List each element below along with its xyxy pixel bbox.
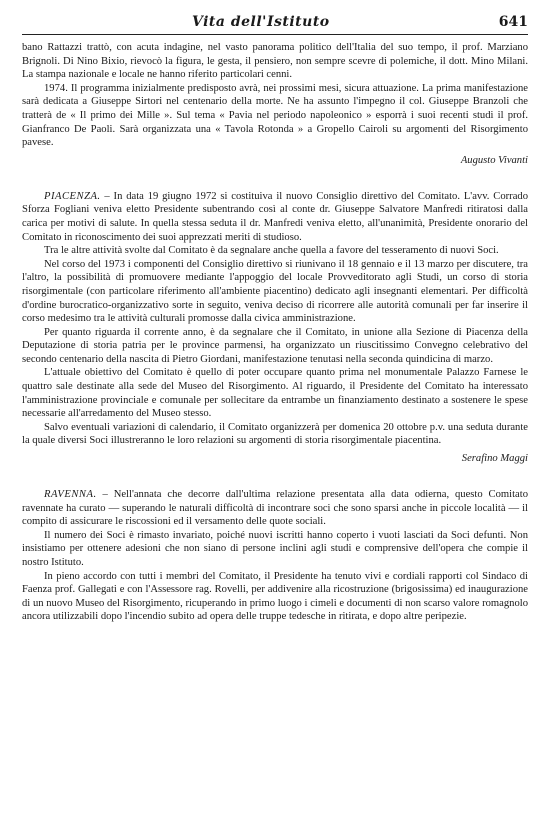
paragraph: 1974. Il programma inizialmente predisposto avrà, nei prossimi mesi, sicura attuazione. La prima manifestazione sarà dedicata a Giuseppe Sirtori nel centenario della morte. Ne ha assunto l'impegno il col. Giuseppe Branzoli che tratterà de « Il primo dei Mille ». Sul tema « Pavia nel periodo napoleonico » esporrà i suoi recenti studi il prof. Gianfranco De Paoli. Sarà organizzata una « Tavola Rotonda » a Gropello Cairoli su argomenti del Risorgimento pavese. <box>22 82 528 149</box>
section-piacenza <box>22 190 528 466</box>
paragraph <box>22 190 528 244</box>
header-title: Vita dell'Istituto <box>192 14 330 30</box>
signature: Augusto Vivanti <box>460 154 528 166</box>
signature: Serafino Maggi <box>461 453 528 465</box>
paragraph: L'attuale obiettivo del Comitato è quello di poter occupare quanto prima nel monumentale Palazzo Farnese le quattro sale destinate alla sede del Museo del Risorgimento. Al riguardo, il Presidente del Comitato ha interessato l'amministrazione provinciale e comunale per sollecitare da entrambe un finanziamento destinato a sostenere le spese necessarie all'arredamento del Museo stesso. <box>22 367 528 420</box>
running-header <box>22 14 528 35</box>
city-heading: RAVENNA. <box>44 489 97 501</box>
paragraph <box>22 488 528 529</box>
section-pavia-continued <box>22 41 528 168</box>
paragraph: bano Rattazzi trattò, con acuta indagine, nel vasto panorama politico dell'Italia del suo tempo, il prof. Marziano Brignoli. Di Nino Bixio, rievocò la figura, le gesta, il pensiero, non sempre scevre di polemiche, il dott. Mino Milani. La stampa nazionale e locale ne hanno riferito particolari cenni. <box>22 42 528 81</box>
section-ravenna <box>22 488 528 624</box>
city-heading: PIACENZA. <box>44 190 101 202</box>
paragraph-text: – In data 19 giugno 1972 si costituiva il nuovo Consiglio direttivo del Comitato. L'avv. Corrado Sforza Fogliani veniva eletto Presidente subentrando così al conte dr. Giuseppe Salvatore Manfredi ritiratosi dalla carica per motivi di salute. In quella stessa seduta il dr. Manfredi veniva eletto, all'unanimità, Presidente onorario del Comitato in riconoscimento dei suoi apprezzati meriti di studioso. <box>22 190 528 243</box>
paragraph: In pieno accordo con tutti i membri del Comitato, il Presidente ha tenuto vivi e cordiali rapporti col Sindaco di Faenza prof. Gallegati e con l'Assessore rag. Rovelli, per addivenire alla ricostruzione (brigosissima) ed inaugurazione di un nuovo Museo del Risorgimento, ricuperando in primo luogo i cimeli e documenti di non scarso valore romagnolo ancora utilizzabili dopo l'incendio subito ad opera delle truppe tedesche in ritirata, e dopo altre peripezie. <box>22 570 528 623</box>
paragraph: Per quanto riguarda il corrente anno, è da segnalare che il Comitato, in unione alla Sezione di Piacenza della Deputazione di storia patria per le province parmensi, ha organizzato un riuscitissimo Convegno celebrativo del secondo centenario della nascita di Pietro Giordani, manifestazione tenutasi nella seconda quindicina di marzo. <box>22 326 528 365</box>
paragraph: Salvo eventuali variazioni di calendario, il Comitato organizzerà per domenica 20 ottobre p.v. una seduta durante la quale diversi Soci illustreranno le loro relazioni su argomenti di storia risorgimentale piacentina. <box>22 421 528 447</box>
paragraph-text: – Nell'annata che decorre dall'ultima relazione presentata alla data odierna, questo Comitato ravennate ha curato — superando le naturali difficoltà di incontrare soci che sono sparsi anche in piccole località — il compito di assicurare le riscossioni ed il versamento delle quote sociali. <box>22 489 528 528</box>
paragraph: Nel corso del 1973 i componenti del Consiglio direttivo si riunivano il 18 gennaio e il 13 marzo per discutere, tra l'altro, la possibilità di promuovere mediante l'appoggio del locale Provveditorato agli Studi, un corso di storia risorgimentale (con particolare riferimento all'ambiente piacentino) dedicato agli insegnanti elementari. Per difficoltà d'ordine burocratico-organizzativo sorte in seguito, veniva deciso di ricorrere alle autorità comunali per far inserire il corso medesimo tra le attività culturali promosse dalla civica amministrazione. <box>22 258 528 325</box>
page-number: 641 <box>498 14 528 30</box>
paragraph: Tra le altre attività svolte dal Comitato è da segnalare anche quella a favore del tesseramento di nuovi Soci. <box>44 245 499 257</box>
document-page <box>22 14 528 624</box>
paragraph: Il numero dei Soci è rimasto invariato, poiché nuovi iscritti hanno coperto i vuoti lasciati da Soci defunti. Non insistiamo per ottenere adesioni che non siano di persone inclini agli studi e comprensive dell'opera che compie il nostro Istituto. <box>22 529 528 568</box>
